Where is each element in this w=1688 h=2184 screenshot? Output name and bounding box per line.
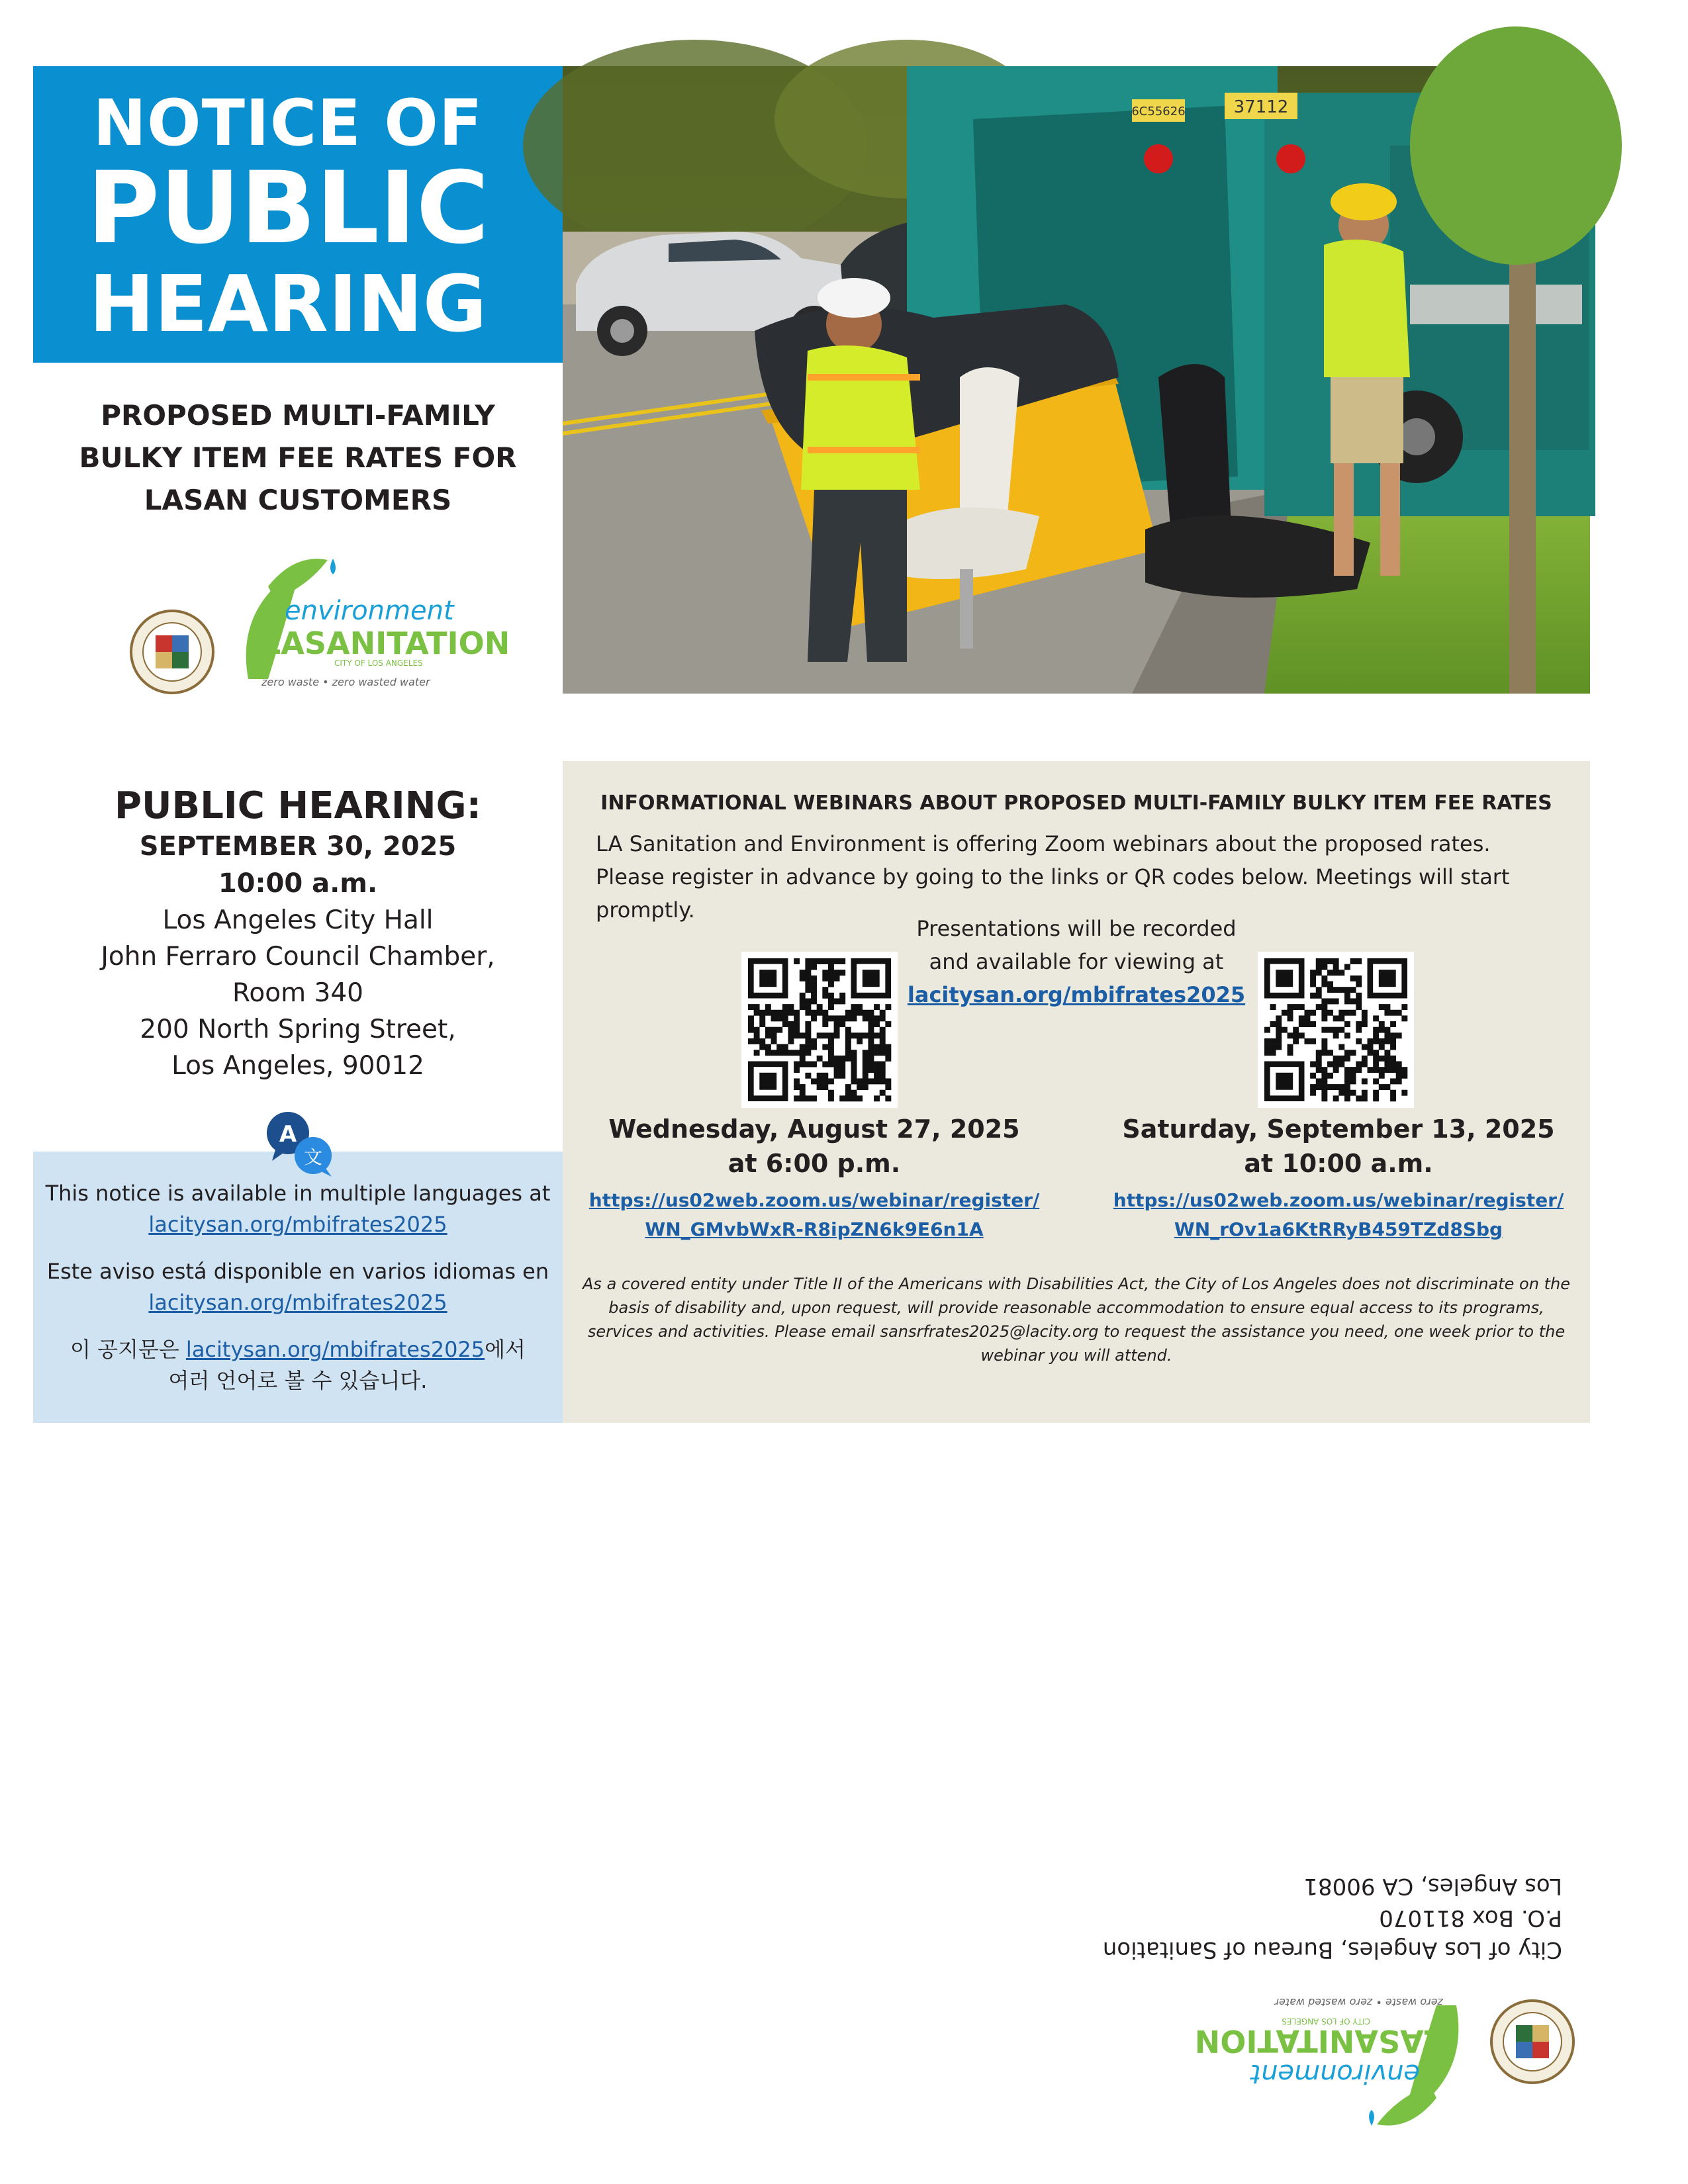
language-notice-box <box>33 1152 563 1423</box>
event-registration-link[interactable] <box>563 1186 1066 1244</box>
event-time: at 10:00 a.m. <box>1244 1149 1433 1178</box>
translate-icon <box>260 1107 340 1179</box>
webinar-body: LA Sanitation and Environment is offering Zoom webinars about the proposed rates. Please register in advance by going to the links or QR codes below. Meetings will start promptly. <box>596 831 1510 923</box>
subtitle-line: BULKY ITEM FEE RATES FOR <box>79 441 517 474</box>
hearing-title: PUBLIC HEARING: <box>115 784 481 827</box>
logo-lasanitation: LASANITATION <box>261 625 510 661</box>
translate-icon-a: A <box>279 1121 297 1148</box>
recording-note-line: Presentations will be recorded <box>916 916 1237 941</box>
logo-tagline: zero waste • zero wasted water <box>261 676 430 688</box>
event-registration-link[interactable] <box>1087 1186 1590 1244</box>
language-link-ko[interactable]: lacitysan.org/mbifrates2025 <box>185 1337 485 1362</box>
qr-code-webinar-2[interactable] <box>1258 952 1414 1108</box>
svg-text:CITY OF LOS ANGELES: CITY OF LOS ANGELES <box>1282 2017 1370 2026</box>
language-text-ko: 이 공지문은 <box>70 1337 186 1362</box>
return-address-line: City of Los Angeles, Bureau of Sanitation <box>1102 1936 1562 1963</box>
qr-code-graphic <box>1258 952 1414 1108</box>
hearing-address-line: 200 North Spring Street, <box>140 1015 456 1044</box>
notice-subtitle <box>60 394 536 522</box>
title-line-2: PUBLIC <box>87 151 489 266</box>
hearing-date: SEPTEMBER 30, 2025 <box>139 831 457 862</box>
title-line-1: NOTICE OF <box>93 86 483 160</box>
event-link-line[interactable]: https://us02web.zoom.us/webinar/register/ <box>588 1189 1040 1211</box>
svg-text:environment: environment <box>1250 2058 1420 2089</box>
svg-text:LASANITATION: LASANITATION <box>1194 2023 1443 2059</box>
return-address-block <box>980 1813 1575 2098</box>
event-link-line[interactable]: https://us02web.zoom.us/webinar/register/ <box>1113 1189 1564 1211</box>
event-link-line[interactable]: WN_GMvbWxR-R8ipZN6k9E6n1A <box>645 1218 984 1240</box>
return-city-seal-logo <box>1489 1999 1575 2085</box>
hearing-address-line: Los Angeles, 90012 <box>171 1051 424 1081</box>
title-banner <box>33 66 563 363</box>
lasanitation-logo <box>222 547 510 699</box>
city-seal-logo <box>129 609 215 695</box>
recording-link[interactable]: lacitysan.org/mbifrates2025 <box>907 982 1246 1007</box>
recording-note-line: and available for viewing at <box>929 949 1224 974</box>
hearing-address-line: Room 340 <box>232 978 363 1008</box>
hearing-address-line: Los Angeles City Hall <box>162 905 434 935</box>
subtitle-line: PROPOSED MULTI-FAMILY <box>101 399 495 432</box>
subtitle-line: LASAN CUSTOMERS <box>144 484 452 516</box>
language-link-en[interactable]: lacitysan.org/mbifrates2025 <box>148 1212 447 1237</box>
hearing-time: 10:00 a.m. <box>218 868 378 899</box>
webinar-info-box <box>563 761 1590 1423</box>
event-link-line[interactable]: WN_rOv1a6KtRRyB459TZd8Sbg <box>1174 1218 1503 1240</box>
svg-text:zero waste • zero wasted water: zero waste • zero wasted water <box>1274 1996 1443 2009</box>
language-text-en: This notice is available in multiple languages at <box>45 1181 551 1206</box>
qr-code-webinar-1[interactable] <box>741 952 898 1108</box>
return-lasanitation-logo <box>1194 1985 1483 2138</box>
qr-code-graphic <box>741 952 898 1108</box>
language-link-es[interactable]: lacitysan.org/mbifrates2025 <box>148 1290 447 1315</box>
hearing-address-line: John Ferraro Council Chamber, <box>101 942 495 972</box>
event-date: Saturday, September 13, 2025 <box>1122 1115 1555 1144</box>
webinar-event-1 <box>563 1112 1066 1244</box>
return-address-line: Los Angeles, CA 90081 <box>1303 1873 1562 1899</box>
language-text-es: Este aviso está disponible en varios idiomas en <box>46 1259 549 1284</box>
translate-icon-b: 文 <box>303 1146 323 1168</box>
ada-statement: As a covered entity under Title II of the Americans with Disabilities Act, the City of Los Angeles does not discriminate on the basis of disability and, upon request, will provide reasonable accommodation to ensure equal access to its programs, services and activities. Please email sansrfrates2025@lacity.org to request the assistance you need, one week prior to the webinar you will attend. <box>583 1275 1570 1365</box>
logo-city: CITY OF LOS ANGELES <box>334 659 423 668</box>
return-address-line: P.O. Box 811070 <box>1379 1905 1562 1931</box>
recording-note <box>861 912 1292 1011</box>
license-plate: 6C55626 <box>1131 105 1186 118</box>
title-line-3: HEARING <box>89 258 487 349</box>
event-time: at 6:00 p.m. <box>727 1149 901 1178</box>
language-text-ko-post: 에서 <box>485 1337 526 1362</box>
webinar-event-2 <box>1087 1112 1590 1244</box>
event-date: Wednesday, August 27, 2025 <box>608 1115 1020 1144</box>
language-text-ko-line2: 여러 언어로 볼 수 있습니다. <box>168 1368 428 1393</box>
return-address-text <box>1103 1870 1562 1966</box>
hero-photo <box>563 66 1590 694</box>
webinar-heading: INFORMATIONAL WEBINARS ABOUT PROPOSED MULTI-FAMILY BULKY ITEM FEE RATES <box>600 792 1552 815</box>
logo-environment: environment <box>285 596 454 626</box>
truck-number: 37112 <box>1233 97 1289 117</box>
public-hearing-info <box>40 784 556 1084</box>
